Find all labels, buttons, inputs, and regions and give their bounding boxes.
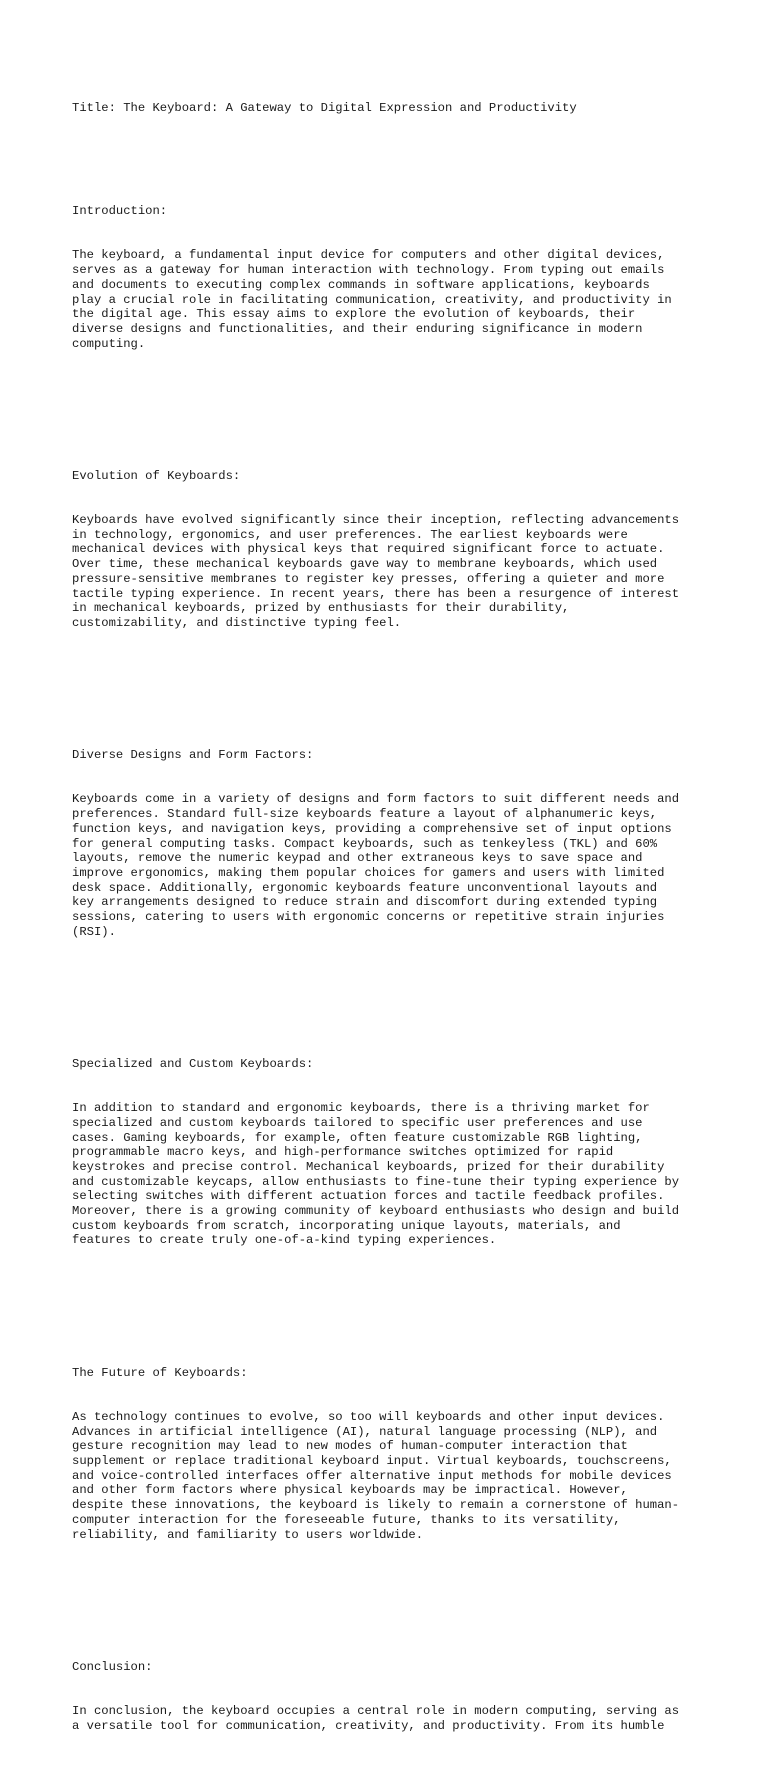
section-body: As technology continues to evolve, so too will keyboards and other input devices. Advances in artificial intelligence (AI), natural language processing (NLP), and gesture recognition may lead to new modes of human-computer interaction that supplement or replace traditional keyboard input. Virtual keyboards, touchscreens, and voice-controlled interfaces offer alternative input methods for mobile devices and other form factors where physical keyboards may be impractical. However, despite these innovations, the keyboard is likely to remain a cornerstone of human- computer interaction for the foreseeable future, thanks to its versatility, reliability, and familiarity to users worldwide.: [72, 1409, 680, 1542]
section-heading: Specialized and Custom Keyboards:: [72, 1057, 314, 1072]
section-specialized: [72, 1028, 712, 1278]
section-heading: The Future of Keyboards:: [72, 1365, 248, 1380]
section-heading: Evolution of Keyboards:: [72, 468, 241, 483]
section-heading: Introduction:: [72, 204, 168, 219]
section-future: [72, 1336, 712, 1571]
section-conclusion: [72, 1630, 712, 1762]
section-diverse-designs: [72, 719, 712, 969]
section-heading: Diverse Designs and Form Factors:: [72, 748, 314, 763]
document-title: Title: The Keyboard: A Gateway to Digital Expression and Productivity: [72, 101, 577, 116]
document-page: [72, 72, 712, 1792]
section-body: Keyboards have evolved significantly since their inception, reflecting advancements in technology, ergonomics, and user preferences. The earliest keyboards were mechanical devices with physical keys that required significant force to actuate. Over time, these mechanical keyboards gave way to membrane keyboards, which used pressure-sensitive membranes to register key presses, offering a quieter and more tactile typing experience. In recent years, there has been a resurgence of interest in mechanical keyboards, prized by enthusiasts for their durability, customizability, and distinctive typing feel.: [72, 513, 680, 630]
section-body: In conclusion, the keyboard occupies a central role in modern computing, serving as a versatile tool for communication, creativity, and productivity. From its humble: [72, 1703, 680, 1733]
section-heading: Conclusion:: [72, 1659, 153, 1674]
section-introduction: [72, 175, 712, 381]
section-body: In addition to standard and ergonomic keyboards, there is a thriving market for specialized and custom keyboards tailored to specific user preferences and use cases. Gaming keyboards, for example, often feature customizable RGB lighting, programmable macro keys, and high-performance switches optimized for rapid keystrokes and precise control. Mechanical keyboards, prized for their durability and customizable keycaps, allow enthusiasts to fine-tune their typing experience by selecting switches with different actuation forces and tactile feedback profiles. Moreover, there is a growing community of keyboard enthusiasts who design and build custom keyboards from scratch, incorporating unique layouts, materials, and features to create truly one-of-a-kind typing experiences.: [72, 1101, 680, 1248]
section-body: The keyboard, a fundamental input device for computers and other digital devices, serves as a gateway for human interaction with technology. From typing out emails and documents to executing complex commands in software applications, keyboards play a crucial role in facilitating communication, creativity, and productivity in the digital age. This essay aims to explore the evolution of keyboards, their diverse designs and functionalities, and their enduring significance in modern computing.: [72, 248, 672, 351]
section-body: Keyboards come in a variety of designs and form factors to suit different needs and preferences. Standard full-size keyboards feature a layout of alphanumeric keys, function keys, and navigation keys, providing a comprehensive set of input options for general computing tasks. Compact keyboards, such as tenkeyless (TKL) and 60% layouts, remove the numeric keypad and other extraneous keys to save space and improve ergonomics, making them popular choices for gamers and users with limited desk space. Additionally, ergonomic keyboards feature unconventional layouts and key arrangements designed to reduce strain and discomfort during extended typing sessions, catering to users with ergonomic concerns or repetitive strain injuries (RSI).: [72, 792, 680, 939]
section-evolution: [72, 440, 712, 661]
